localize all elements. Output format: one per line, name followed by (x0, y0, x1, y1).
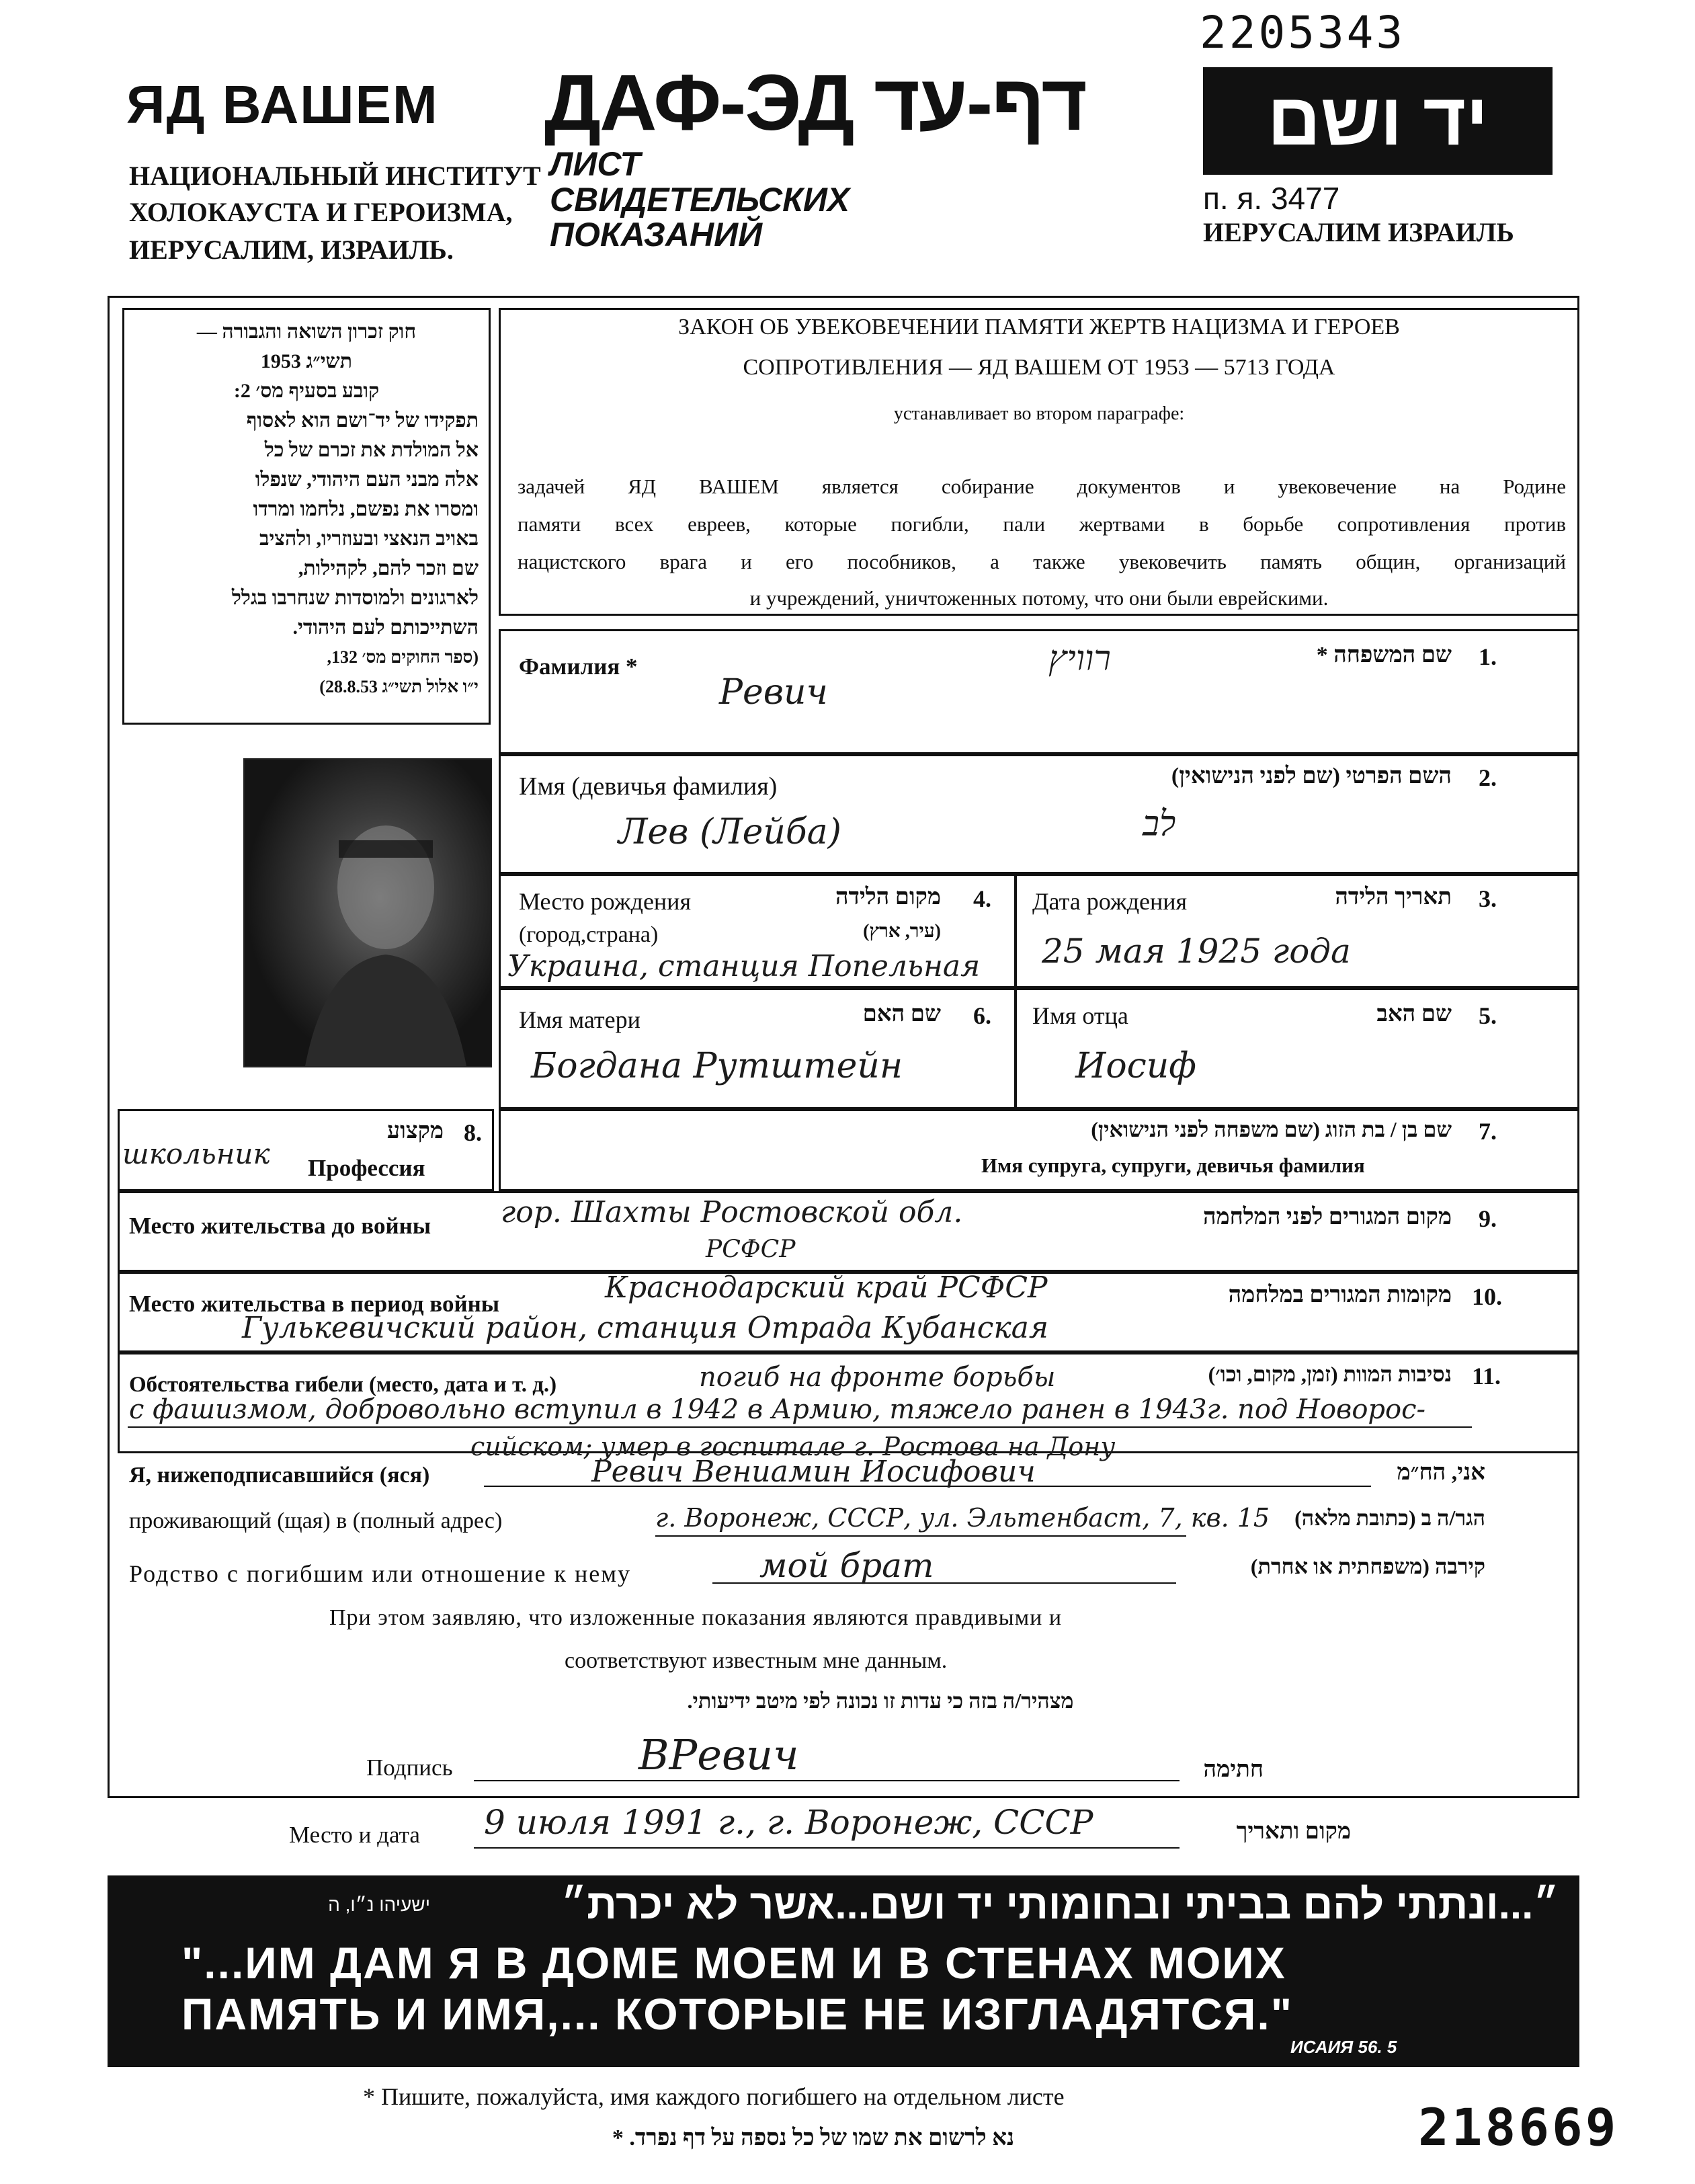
declaration-line2: соответствуют известным мне данным. (565, 1648, 948, 1673)
law-ru-title1: ЗАКОН ОБ УВЕКОВЕЧЕНИИ ПАМЯТИ ЖЕРТВ НАЦИЗМА И ГЕРОЕВ (678, 315, 1400, 339)
signature-label-ru: Подпись (366, 1754, 453, 1781)
law-he-line13: י״ו אלול תשי״ג 28.8.53) (319, 677, 479, 696)
field-9-value2[interactable]: РСФСР (706, 1236, 796, 1263)
field-9-num: 9. (1479, 1205, 1497, 1232)
field-11-line2 (128, 1426, 1472, 1428)
relation-label-ru: Родство с погибшим или отношение к нему (129, 1560, 631, 1587)
field-4-value[interactable]: Украина, станция Попельная (507, 949, 981, 983)
field-8-num: 8. (464, 1119, 482, 1146)
field-8-label-ru: Профессия (308, 1155, 425, 1181)
field-5-value[interactable]: Иосиф (1075, 1046, 1196, 1086)
field-4-num: 4. (973, 885, 991, 912)
law-he-line7: ומסרו את נפשם, נלחמו ומרדו (253, 498, 479, 520)
field-2-value[interactable]: Лев (Лейба) (618, 812, 841, 852)
law-he-line11: השתייכותם לעם היהודי. (292, 616, 479, 639)
law-he-line3: קובע בסעיף מס׳ 2: (233, 380, 380, 402)
banner-hebrew-ref: ישעיהו נ״ו, ה (328, 1894, 430, 1915)
field-1-value-he[interactable]: רוויץ (1048, 639, 1111, 679)
declaration-line1: При этом заявляю, что изложенные показания являются правдивыми и (329, 1605, 1063, 1630)
relation-label-he: קירבה (משפחתית או אחרת) (1250, 1554, 1485, 1578)
address-value[interactable]: г. Воронеж, СССР, ул. Эльтенбаст, 7, кв. 15 (655, 1503, 1270, 1533)
field-7-num: 7. (1479, 1118, 1497, 1145)
field-2-num: 2. (1479, 764, 1497, 791)
field-7-label-ru: Имя супруга, супруги, девичья фамилия (981, 1154, 1365, 1177)
law-hebrew-text (134, 317, 479, 702)
field-11-value[interactable]: погиб на фронте борьбы (699, 1362, 1056, 1393)
witness-name-value[interactable]: Ревич Вениамин Иосифович (591, 1455, 1036, 1489)
date-line (474, 1847, 1180, 1849)
header-center-sub1: ЛИСТ (550, 145, 641, 183)
field-10-label-he: מקומות המגורים במלחמה (1228, 1283, 1452, 1307)
date-label-ru: Место и дата (289, 1822, 420, 1848)
field-2-label-he: השם הפרטי (שם לפני הנישואין) (1171, 764, 1452, 788)
field-11-label-he: נסיבות המוות (זמן, מקום, וכו׳) (1208, 1362, 1452, 1386)
field-4-label-ru: Место рождения (519, 888, 692, 915)
field-9-value[interactable]: гор. Шахты Ростовской обл. (501, 1195, 963, 1229)
field-6-label-he: שם האם (862, 1002, 941, 1026)
law-he-line6: אלה מבני העם היהודי, שנפלו (255, 469, 479, 491)
field-3-num: 3. (1479, 885, 1497, 912)
signature-line (474, 1780, 1180, 1781)
law-he-line2: תשי״ג 1953 (260, 350, 353, 372)
field-1-label-he: שם המשפחה * (1316, 643, 1452, 668)
header-center-sub3: ПОКАЗАНИЙ (550, 216, 763, 253)
field-10-value2[interactable]: Гулькевичский район, станция Отрада Кубанская (242, 1311, 1048, 1345)
field-4-label-he: מקום הלידה (835, 885, 941, 909)
doc-number-top: 2205343 (1200, 7, 1406, 58)
law-he-line10: לארגונים ולמוסדות שנחרבו בגלל (231, 587, 479, 609)
relation-value[interactable]: мой брат (759, 1546, 934, 1585)
header-left-sub1: НАЦИОНАЛЬНЫЙ ИНСТИТУТ (129, 161, 541, 191)
banner-russian-2: ПАМЯТЬ И ИМЯ,... КОТОРЫЕ НЕ ИЗГЛАДЯТСЯ." (181, 1989, 1294, 2039)
field-11-value3[interactable]: сийском; умер в госпитале г. Ростова на Дону (470, 1432, 1116, 1461)
header-center-sub2: СВИДЕТЕЛЬСКИХ (550, 181, 850, 218)
photo-silhouette (245, 760, 491, 1066)
header-left-sub3: ИЕРУСАЛИМ, ИЗРАИЛЬ. (129, 235, 454, 265)
banner-russian-1: "...ИМ ДАМ Я В ДОМЕ МОЕМ И В СТЕНАХ МОИХ (181, 1938, 1286, 1988)
law-he-line8: באויב הנאצי ובעוזריו, ולהציב (259, 528, 479, 550)
field-6-num: 6. (973, 1002, 991, 1029)
field-8-label-he: מקצוע (386, 1119, 444, 1143)
signature-value[interactable]: ВРевич (638, 1730, 799, 1779)
law-ru-p3: нацистского врага и его пособников, а также увековечить память общин, организаций (518, 550, 1566, 573)
law-ru-sub: устанавливает во втором параграфе: (893, 403, 1185, 424)
field-11-value2[interactable]: с фашизмом, добровольно вступил в 1942 в Армию, тяжело ранен в 1943г. под Новорос- (129, 1394, 1426, 1425)
law-he-line5: אל המולדת את זכרם של כל (264, 439, 479, 461)
field-10-label-ru: Место жительства в период войны (129, 1291, 500, 1317)
field-3-label-ru: Дата рождения (1032, 888, 1188, 915)
witness-label-he: אני, הח״מ (1397, 1460, 1485, 1485)
address-line (655, 1535, 1186, 1537)
field-5-num: 5. (1479, 1002, 1497, 1029)
field-9-label-ru: Место жительства до войны (129, 1213, 431, 1239)
field-8-value[interactable]: школьник (122, 1137, 270, 1170)
address-label-he: הגר/ה ב (כתובת מלאה) (1294, 1506, 1485, 1530)
law-ru-p1: задачей ЯД ВАШЕМ является собирание документов и увековечение на Родине (518, 475, 1566, 498)
field-10-value[interactable]: Краснодарский край РСФСР (605, 1270, 1048, 1305)
date-value[interactable]: 9 июля 1991 г., г. Воронеж, СССР (484, 1803, 1093, 1842)
footer-hebrew: נא לרשום את שמו של כל נספה על דף נפרד. * (612, 2126, 1015, 2150)
field-11-label-ru: Обстоятельства гибели (место, дата и т. д.) (129, 1373, 557, 1397)
date-label-he: מקום ותאריך (1236, 1819, 1351, 1844)
field-7-label-he: שם בן / בת הזוג (שם משפחה לפני הנישואין) (1091, 1117, 1452, 1141)
law-ru-p2: памяти всех евреев, которые погибли, пали жертвами в борьбе сопротивления против (518, 512, 1566, 536)
address-label-ru: проживающий (щая) в (полный адрес) (129, 1508, 503, 1533)
footer-russian: * Пишите, пожалуйста, имя каждого погибшего на отдельном листе (363, 2083, 1065, 2110)
field-1-value[interactable]: Ревич (719, 672, 828, 713)
header-left-title: ЯД ВАШЕМ (126, 75, 439, 134)
law-he-line12: (ספר החוקים מס׳ 132, (327, 647, 479, 667)
field-3-value[interactable]: 25 мая 1925 года (1042, 932, 1351, 971)
header-right-sub2: ИЕРУСАЛИМ ИЗРАИЛЬ (1203, 217, 1514, 247)
logo-text: יד ושם (1267, 78, 1489, 161)
header-left-sub2: ХОЛОКАУСТА И ГЕРОИЗМА, (129, 197, 513, 227)
law-ru-p4: и учреждений, уничтоженных потому, что они были еврейскими. (749, 586, 1329, 610)
field-5-label-he: שם האב (1376, 1002, 1452, 1026)
field-11-num: 11. (1472, 1363, 1501, 1389)
header-right-sub1: п. я. 3477 (1203, 181, 1340, 216)
yad-vashem-logo (1203, 67, 1553, 175)
field-9-label-he: מקום המגורים לפני המלחמה (1202, 1205, 1452, 1229)
field-4-label-he-sub: (עיר, ארץ) (863, 921, 941, 942)
witness-label-ru: Я, нижеподписавшийся (яся) (129, 1463, 430, 1488)
banner-russian-ref: ИСАИЯ 56. 5 (1290, 2037, 1397, 2057)
field-6-label-ru: Имя матери (519, 1006, 640, 1033)
field-2-label-ru: Имя (девичья фамилия) (519, 772, 778, 801)
declaration-hebrew: מצהיר/ה בזה כי עדות זו נכונה לפי מיטב ידיעותי. (687, 1689, 1074, 1713)
law-ru-title2: СОПРОТИВЛЕНИЯ — ЯД ВАШЕМ ОТ 1953 — 5713 ГОДА (743, 355, 1335, 380)
field-6-value[interactable]: Богдана Рутштейн (531, 1046, 903, 1086)
field-10-num: 10. (1472, 1283, 1502, 1310)
field-1-label-ru: Фамилия * (519, 653, 638, 680)
victim-photo (243, 758, 492, 1067)
field-5-label-ru: Имя отца (1032, 1002, 1128, 1029)
doc-number-bottom: 218669 (1418, 2097, 1619, 2157)
law-he-line9: שם וזכר להם, לקהילות, (298, 557, 479, 579)
signature-label-he: חתימה (1203, 1757, 1264, 1782)
law-he-line4: תפקידו של יד־ושם הוא לאסוף (246, 409, 479, 432)
field-2-value-he[interactable]: לב (1143, 804, 1176, 844)
field-1-num: 1. (1479, 643, 1497, 670)
header-center-title: ДАФ-ЭД דף-עד (544, 58, 1086, 147)
law-he-line1: חוק זכרון השואה והגבורה — (196, 321, 417, 343)
field-4-label-ru-sub: (город,страна) (519, 922, 659, 947)
banner-hebrew: ״...ונתתי להם בביתי ובחומותי יד ושם...אשר לא יכרת״ (561, 1882, 1559, 1928)
quote-banner (108, 1875, 1579, 2067)
field-3-label-he: תאריך הלידה (1335, 885, 1452, 909)
